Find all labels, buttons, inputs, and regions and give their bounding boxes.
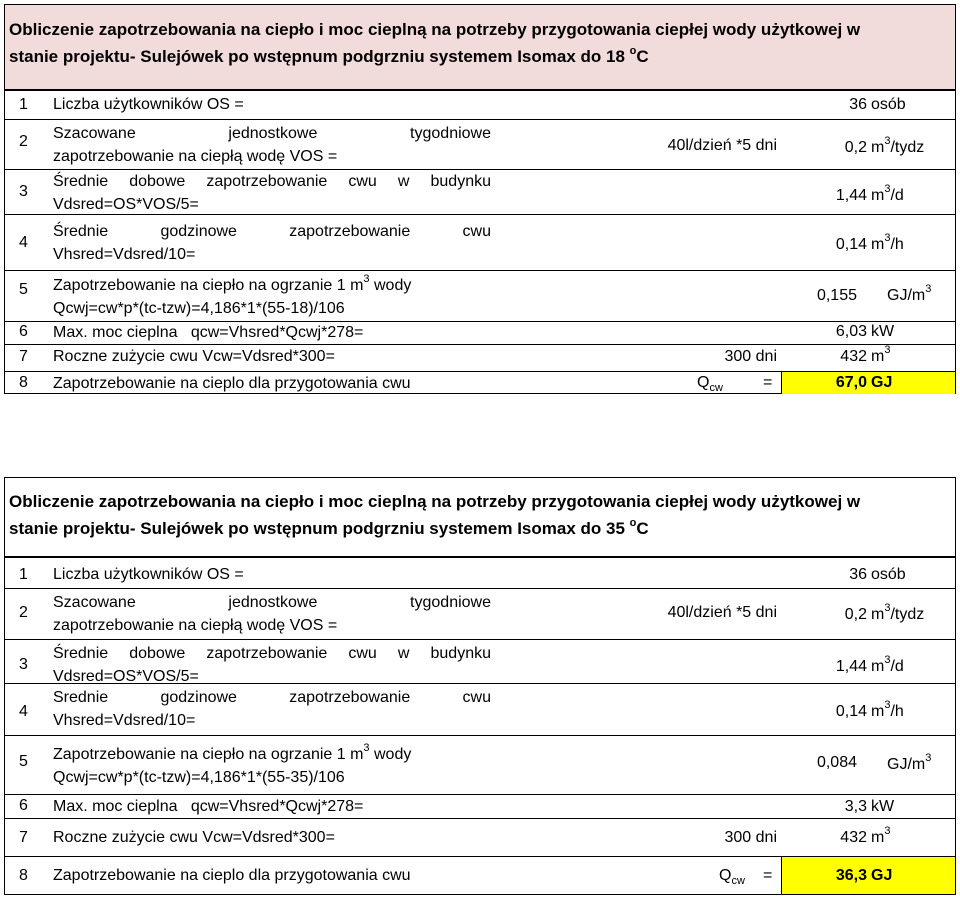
title-unit: C [636,519,649,538]
row-label: Zapotrzebowanie na ciepło na ogrzanie 1 $m^3$ wody Qcwj=cw*p*(tc-tzw)=4,186*1*(55-18)/106 [53,273,412,317]
row-unit: $m^3/d$ [871,654,904,675]
row-label: Roczne zużycie cwu Vcw=Vdsred*300= [53,829,335,846]
table-row [5,818,955,856]
row-value: 432 [840,829,867,846]
row-unit: $m^3$/tydz [871,135,925,156]
row-number: 8 [19,867,28,884]
row-unit: $m^3/d$ [871,183,904,204]
row-value: 0,084 [816,754,857,771]
row-value: 3,3 [844,798,867,815]
row-number: 7 [19,829,28,846]
result-value: 67,0 [835,374,867,391]
row-label: Srednie godzinowe zapotrzebowanie cwu Vhsred=Vdsred/10= [53,689,491,729]
row-label: Szacowane jednostkowe tygodniowe zapotrzebowanie na ciepłą wodę VOS = [53,125,491,165]
row-label: Liczba użytkowników OS = [53,96,244,113]
row-note: 300 dni [724,829,777,846]
row-unit: $m^3$ [871,344,891,365]
row-number: 5 [19,281,28,298]
row-label: Zapotrzebowanie na ciepło na ogrzanie 1 $m^3$ wody Qcwj=cw*p*(tc-tzw)=4,186*1*(55-35)/106 [53,742,412,786]
result-value: 36,3 [835,867,867,884]
q-symbol: $Q_{cw}$ [697,374,723,394]
title-line-2 [9,515,951,542]
table-row [5,683,955,735]
table-row [5,735,955,794]
row-unit: kW [871,798,895,815]
row-note: 300 dni [724,348,777,365]
row-label: Średnie godzinowe zapotrzebowanie cwu Vhsred=Vdsred/10= [53,223,491,263]
row-note: 40l/dzień *5 dni [667,604,777,621]
row-number: 4 [19,234,28,251]
q-symbol: $Q_{cw}$ [719,867,745,887]
row-unit: $m^3$/tydz [871,602,925,623]
row-value: 432 [840,348,867,365]
row-label: Roczne zużycie cwu Vcw=Vdsred*300= [53,348,335,365]
row-unit: osób [871,96,906,113]
title-line-1: Obliczenie zapotrzebowania na ciepło i moc cieplną na potrzeby przygotowania ciepłej wody użytkowej w [9,492,861,511]
row-value: 0,14 [835,236,867,253]
row-label: Średnie dobowe zapotrzebowanie cwu w budynku Vdsred=OS*VOS/5= [53,645,491,685]
row-value: 0,2 [844,606,867,623]
row-value: 1,44 [835,187,867,204]
row-unit: $m^3$ [871,825,891,846]
title-unit: C [636,47,649,66]
calc-sheet-35c [4,477,956,895]
table-row [5,169,955,214]
row-number: 7 [19,348,28,365]
row-label: Liczba użytkowników OS = [53,566,244,583]
table-row [5,344,955,371]
table-row [5,557,955,588]
table-row [5,794,955,818]
equals-sign: = [763,374,773,391]
row-value: 0,2 [844,139,867,156]
table-row [5,588,955,639]
row-number: 3 [19,183,28,200]
equals-sign: = [763,867,773,884]
table-row [5,119,955,169]
row-number: 2 [19,604,28,621]
row-value: 6,03 [835,323,867,340]
row-unit: $m^3/h$ [871,232,904,253]
row-value: 36 [849,566,867,583]
table-row [5,371,955,394]
result-unit: GJ [871,374,893,391]
table-row [5,639,955,683]
row-unit: osób [871,566,906,583]
sheet-title [5,5,955,90]
row-unit: $GJ/m^3$ [887,283,932,304]
row-label: Zapotrzebowanie na cieplo dla przygotowania cwu [53,867,411,884]
row-number: 8 [19,374,28,391]
row-number: 3 [19,656,28,673]
table-row [5,90,955,119]
row-number: 1 [19,96,28,113]
title-line-1: Obliczenie zapotrzebowania na ciepło i moc cieplną na potrzeby przygotowania ciepłej wody użytkowej w [9,20,861,39]
row-unit: kW [871,323,895,340]
table-row [5,856,955,894]
row-number: 4 [19,703,28,720]
row-number: 6 [19,797,28,814]
row-value: 0,14 [835,703,867,720]
title-line-2 [9,43,951,70]
sheet-title [5,478,955,557]
row-value: 1,44 [835,658,867,675]
row-value: 36 [849,96,867,113]
row-number: 5 [19,753,28,770]
title-text: stanie projektu- Sulejówek po wstępnum podgrzniu systemem Isomax do 18 [9,47,630,66]
result-unit: GJ [871,867,893,884]
cell-divider [781,372,782,394]
cell-divider [781,857,782,894]
row-note: 40l/dzień *5 dni [667,137,777,154]
row-value: 0,155 [816,287,857,304]
row-unit: $m^3/h$ [871,699,904,720]
row-number: 6 [19,323,28,340]
row-label: Szacowane jednostkowe tygodniowe zapotrzebowanie na ciepłą wodę VOS = [53,594,491,634]
degree-mark: o [629,45,637,57]
row-label: Średnie dobowe zapotrzebowanie cwu w budynku Vdsred=OS*VOS/5= [53,173,491,213]
row-number: 2 [19,133,28,150]
row-label: Max. moc cieplna qcw=Vhsred*Qcwj*278= [53,798,364,815]
row-unit: $GJ/m^3$ [887,752,932,773]
table-row [5,270,955,321]
calc-sheet-18c [4,4,956,394]
title-text: stanie projektu- Sulejówek po wstępnum podgrzniu systemem Isomax do 35 [9,519,630,538]
row-label: Zapotrzebowanie na cieplo dla przygotowania cwu [53,375,411,392]
degree-mark: o [629,517,637,529]
row-number: 1 [19,566,28,583]
table-row [5,214,955,270]
row-label: Max. moc cieplna qcw=Vhsred*Qcwj*278= [53,324,364,341]
table-row [5,321,955,344]
